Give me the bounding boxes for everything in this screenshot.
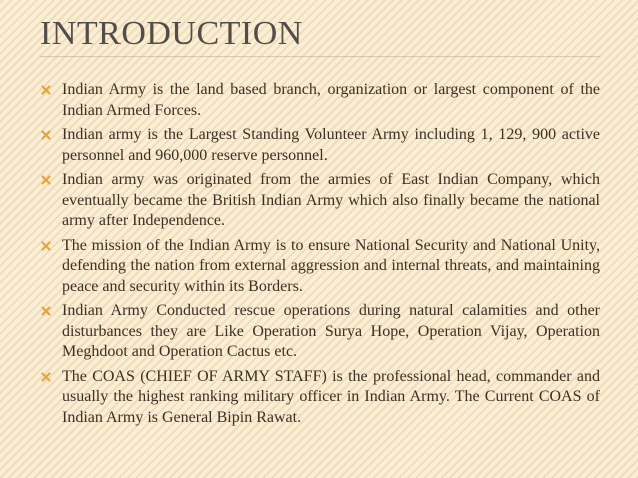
bullet-item xyxy=(40,301,600,363)
x-mark-icon xyxy=(41,304,51,318)
x-mark-icon xyxy=(41,239,51,253)
x-mark-icon xyxy=(41,83,51,97)
bullet-item xyxy=(40,170,600,232)
bullet-text: The mission of the Indian Army is to ensure National Security and National Unity, defending the nation from external aggression and internal threats, and maintaining peace and security within its Borders. xyxy=(62,236,600,295)
bullet-item xyxy=(40,367,600,429)
x-mark-icon xyxy=(41,128,51,142)
bullet-item xyxy=(40,80,600,121)
bullet-text: Indian Army Conducted rescue operations during natural calamities and other disturbances they are Like Operation Surya Hope, Operation Vijay, Operation Meghdoot and Operation Cactus etc. xyxy=(62,302,600,360)
bullet-text: The COAS (CHIEF OF ARMY STAFF) is the professional head, commander and usually the highest ranking military officer in Indian Army. The Current COAS of Indian Army is General Bipin Rawat. xyxy=(62,367,600,426)
slide-title: INTRODUCTION xyxy=(40,15,303,52)
bullet-text: Indian Army is the land based branch, organization or largest component of the Indian Armed Forces. xyxy=(62,81,600,119)
title-divider xyxy=(40,56,600,57)
x-mark-icon xyxy=(41,173,51,187)
bullet-item xyxy=(40,236,600,298)
bullet-text: Indian army is the Largest Standing Volunteer Army including 1, 129, 900 active personnel and 960,000 reserve personnel. xyxy=(62,126,600,164)
bullet-text: Indian army was originated from the armies of East Indian Company, which eventually became the British Indian Army which also finally became the national army after Independence. xyxy=(62,171,600,229)
bullet-list xyxy=(40,80,600,432)
x-mark-icon xyxy=(41,370,51,384)
bullet-item xyxy=(40,125,600,166)
